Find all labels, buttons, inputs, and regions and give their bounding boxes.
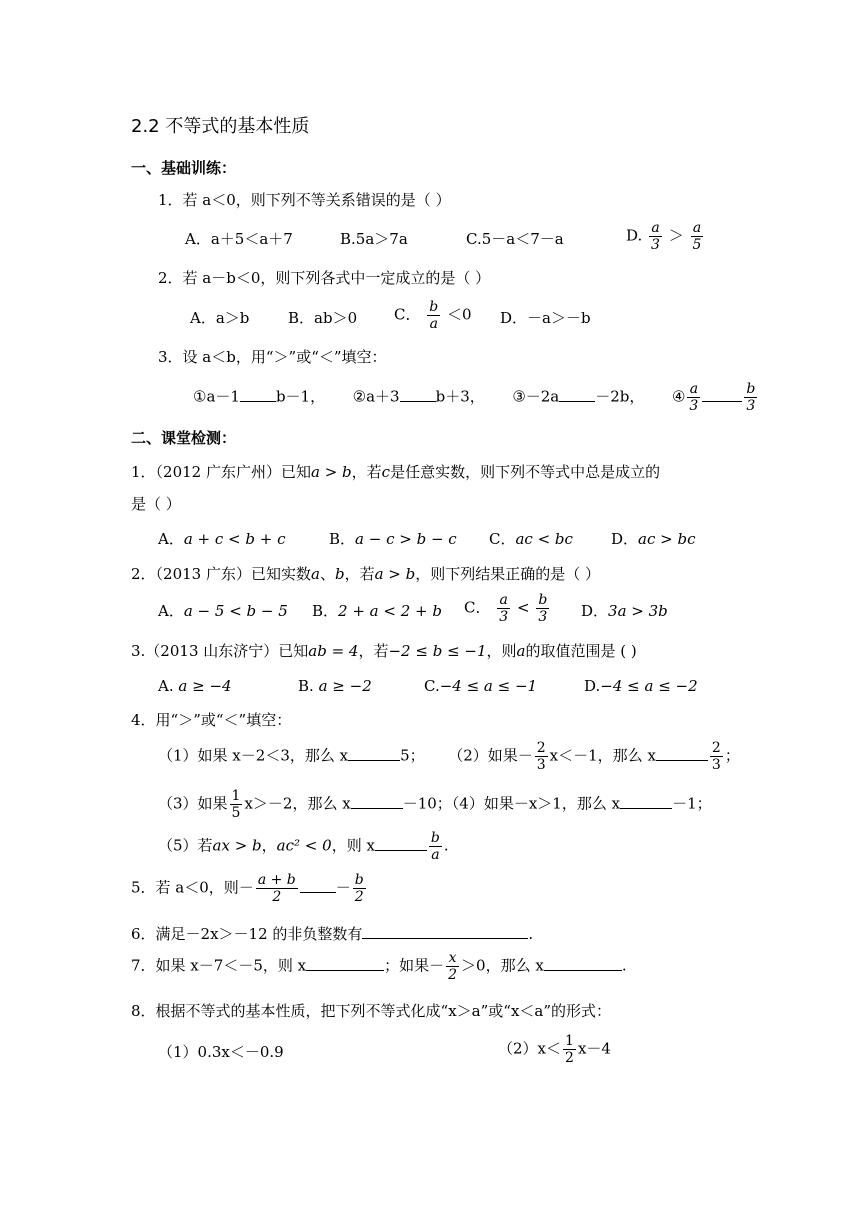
q1-stem: 1．若 a＜0，则下列不等关系错误的是（ ） — [158, 191, 451, 209]
c8-part-2: （2）x＜ $\frac{1}{2}$ x－4 — [498, 1033, 611, 1066]
section-class-test: 二、课堂检测： — [131, 429, 237, 447]
answer-blank[interactable] — [544, 955, 622, 971]
q3-stem: 3．设 a＜b，用“＞”或“＜”填空： — [158, 348, 387, 366]
c3-option-b: B. a ≥ −2 — [298, 677, 372, 695]
fraction: $\frac{b}{a}$ — [429, 299, 439, 332]
c4-row-3: （5）若ax > b，ac² < 0，则 x $\frac{b}{a}$ . — [158, 830, 449, 863]
fraction: $\frac{a}{3}$ — [689, 381, 699, 414]
fraction: $\frac{x}{2}$ — [448, 950, 458, 983]
fraction: $\frac{a}{3}$ — [651, 220, 660, 253]
answer-blank[interactable] — [306, 955, 384, 971]
q1-option-a: A．a＋5＜a＋7 — [185, 230, 293, 248]
c2-option-b: B．2 + a < 2 + b — [312, 602, 442, 620]
answer-blank[interactable] — [702, 386, 742, 402]
c8-stem: 8．根据不等式的基本性质，把下列不等式化成“x＞a”或“x＜a”的形式： — [131, 1002, 612, 1020]
fraction: $\frac{b}{a}$ — [430, 830, 440, 863]
c3-option-c: C.−4 ≤ a ≤ −1 — [424, 677, 538, 695]
q2-stem: 2．若 a－b＜0，则下列各式中一定成立的是（ ） — [158, 269, 491, 287]
q3-fill-row: ①a－1 b－1， ②a＋3 b＋3， ③－2a －2b， ④ $\frac{a}{3}$ $\frac{b}{3}$ — [193, 381, 756, 414]
c4-row-1: （1）如果 x－2＜3，那么 x 5； （2）如果－ $\frac{2}{3}$ x＜－1，那么 x $\frac{2}{3}$ ； — [158, 740, 740, 773]
q2-option-a: A．a＞b — [190, 309, 250, 327]
fraction: $\frac{a}{5}$ — [692, 220, 702, 253]
c2-stem: 2．（2013 广东）已知实数a、b，若a > b，则下列结果正确的是（ ） — [131, 565, 601, 583]
c4-stem: 4．用“＞”或“＜”填空： — [131, 711, 292, 729]
q1-option-c: C.5－a＜7－a — [466, 230, 564, 248]
c6: 6．满足－2x＞－12 的非负整数有 . — [131, 925, 534, 943]
c3-stem: 3.（2013 山东济宁）已知ab = 4，若−2 ≤ b ≤ −1，则a的取值范围是 ( ) — [131, 642, 637, 660]
c8-part-1: （1）0.3x＜－0.9 — [158, 1043, 284, 1061]
answer-blank[interactable] — [362, 923, 528, 939]
c5: 5．若 a＜0，则－ $\frac{a + b}{2}$ － $\frac{b}{2}$ — [131, 872, 364, 905]
section-basic-training: 一、基础训练： — [131, 159, 237, 177]
fraction: $\frac{b}{3}$ — [746, 381, 756, 414]
answer-blank[interactable] — [351, 793, 403, 809]
q2-option-b: B．ab＞0 — [288, 309, 358, 327]
answer-blank[interactable] — [375, 835, 427, 851]
c2-option-a: A．a − 5 < b − 5 — [158, 602, 288, 620]
c7: 7．如果 x－7＜－5，则 x ；如果－ $\frac{x}{2}$ ＞0，那么 x . — [131, 950, 627, 983]
c1-stem: 1．（2012 广东广州）已知a > b，若c是任意实数，则下列不等式中总是成立的 — [131, 463, 661, 481]
c3-option-d: D.−4 ≤ a ≤ −2 — [584, 677, 698, 695]
fraction: $\frac{a + b}{2}$ — [257, 872, 296, 905]
page-title: 2.2 不等式的基本性质 — [131, 116, 310, 137]
c1-option-b: B．a − c > b − c — [329, 530, 457, 548]
fraction: $\frac{b}{3}$ — [538, 592, 548, 625]
c1-option-c: C．ac < bc — [489, 530, 573, 548]
c4-row-2: （3）如果 $\frac{1}{5}$ x＞－2，那么 x －10；（4）如果－x＞1，那么 x －1； — [158, 788, 712, 821]
fraction: $\frac{2}{3}$ — [711, 740, 721, 773]
fraction: $\frac{a}{3}$ — [499, 592, 509, 625]
fraction: $\frac{1}{2}$ — [565, 1033, 574, 1066]
c1-option-d: D．ac > bc — [611, 530, 696, 548]
q2-option-d: D．－a＞－b — [500, 309, 591, 327]
c3-option-a: A. a ≥ −4 — [158, 677, 232, 695]
fraction: $\frac{2}{3}$ — [536, 740, 546, 773]
c1-option-a: A．a + c < b + c — [158, 530, 286, 548]
q2-option-c: C． $\frac{b}{a}$ ＜0 — [394, 299, 472, 332]
fraction: $\frac{1}{5}$ — [231, 788, 241, 821]
answer-blank[interactable] — [240, 386, 276, 402]
q1-option-b: B.5a＞7a — [340, 230, 408, 248]
q1-option-d: D. $\frac{a}{3}$ ＞ $\frac{a}{5}$ — [626, 220, 702, 253]
c2-option-d: D．3a > 3b — [581, 602, 668, 620]
answer-blank[interactable] — [300, 877, 336, 893]
c2-option-c: C． $\frac{a}{3}$ < $\frac{b}{3}$ — [464, 592, 548, 625]
answer-blank[interactable] — [559, 386, 595, 402]
answer-blank[interactable] — [620, 793, 672, 809]
fraction: $\frac{b}{2}$ — [354, 872, 364, 905]
answer-blank[interactable] — [400, 386, 436, 402]
answer-blank[interactable] — [656, 745, 708, 761]
c1-stem-cont: 是（ ） — [131, 495, 181, 513]
answer-blank[interactable] — [348, 745, 400, 761]
